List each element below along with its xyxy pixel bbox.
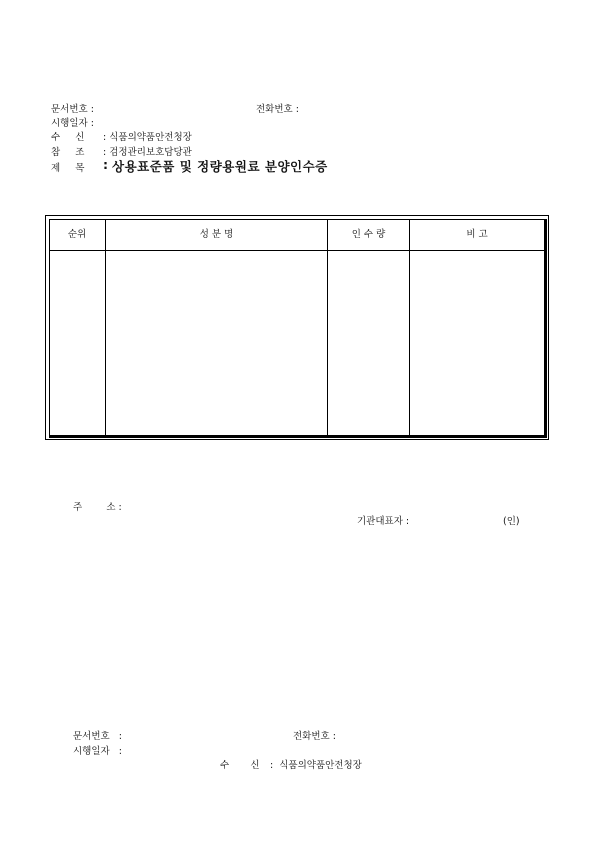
column-header-rank: 순위 — [67, 229, 87, 240]
subject-colon: : — [103, 157, 109, 172]
seal-mark: (인) — [503, 516, 520, 527]
stub-phone-number-label: 전화번호 : — [293, 731, 336, 742]
doc-number-label: 문서번호 : — [51, 104, 94, 115]
table-header-divider — [49, 250, 544, 251]
reference-label: 참 조 — [51, 147, 85, 158]
reference-value: : 검정관리보호담당관 — [103, 147, 192, 158]
phone-number-label: 전화번호 : — [256, 104, 299, 115]
column-header-remarks: 비 고 — [466, 229, 488, 240]
stub-doc-number-label: 문서번호 : — [73, 731, 122, 742]
representative-label: 기관대표자 : — [357, 516, 410, 527]
issue-date-label: 시행일자 : — [51, 118, 94, 129]
stub-recipient-value: : 식품의약품안전청장 — [270, 760, 362, 771]
column-header-quantity: 인 수 량 — [351, 229, 386, 240]
stub-recipient-label: 수 신 — [220, 760, 260, 771]
column-divider — [409, 219, 410, 435]
recipient-label: 수 신 — [51, 132, 85, 143]
document-title: 상용표준품 및 정량용원료 분양인수증 — [112, 159, 328, 174]
column-divider — [105, 219, 106, 435]
column-header-ingredient: 성 분 명 — [199, 229, 234, 240]
receipt-table — [49, 219, 547, 438]
subject-label: 제 목 — [51, 163, 85, 174]
recipient-value: : 식품의약품안전청장 — [103, 132, 192, 143]
column-divider — [327, 219, 328, 435]
stub-issue-date-label: 시행일자 : — [73, 746, 122, 757]
address-label: 주 소 : — [73, 502, 122, 513]
